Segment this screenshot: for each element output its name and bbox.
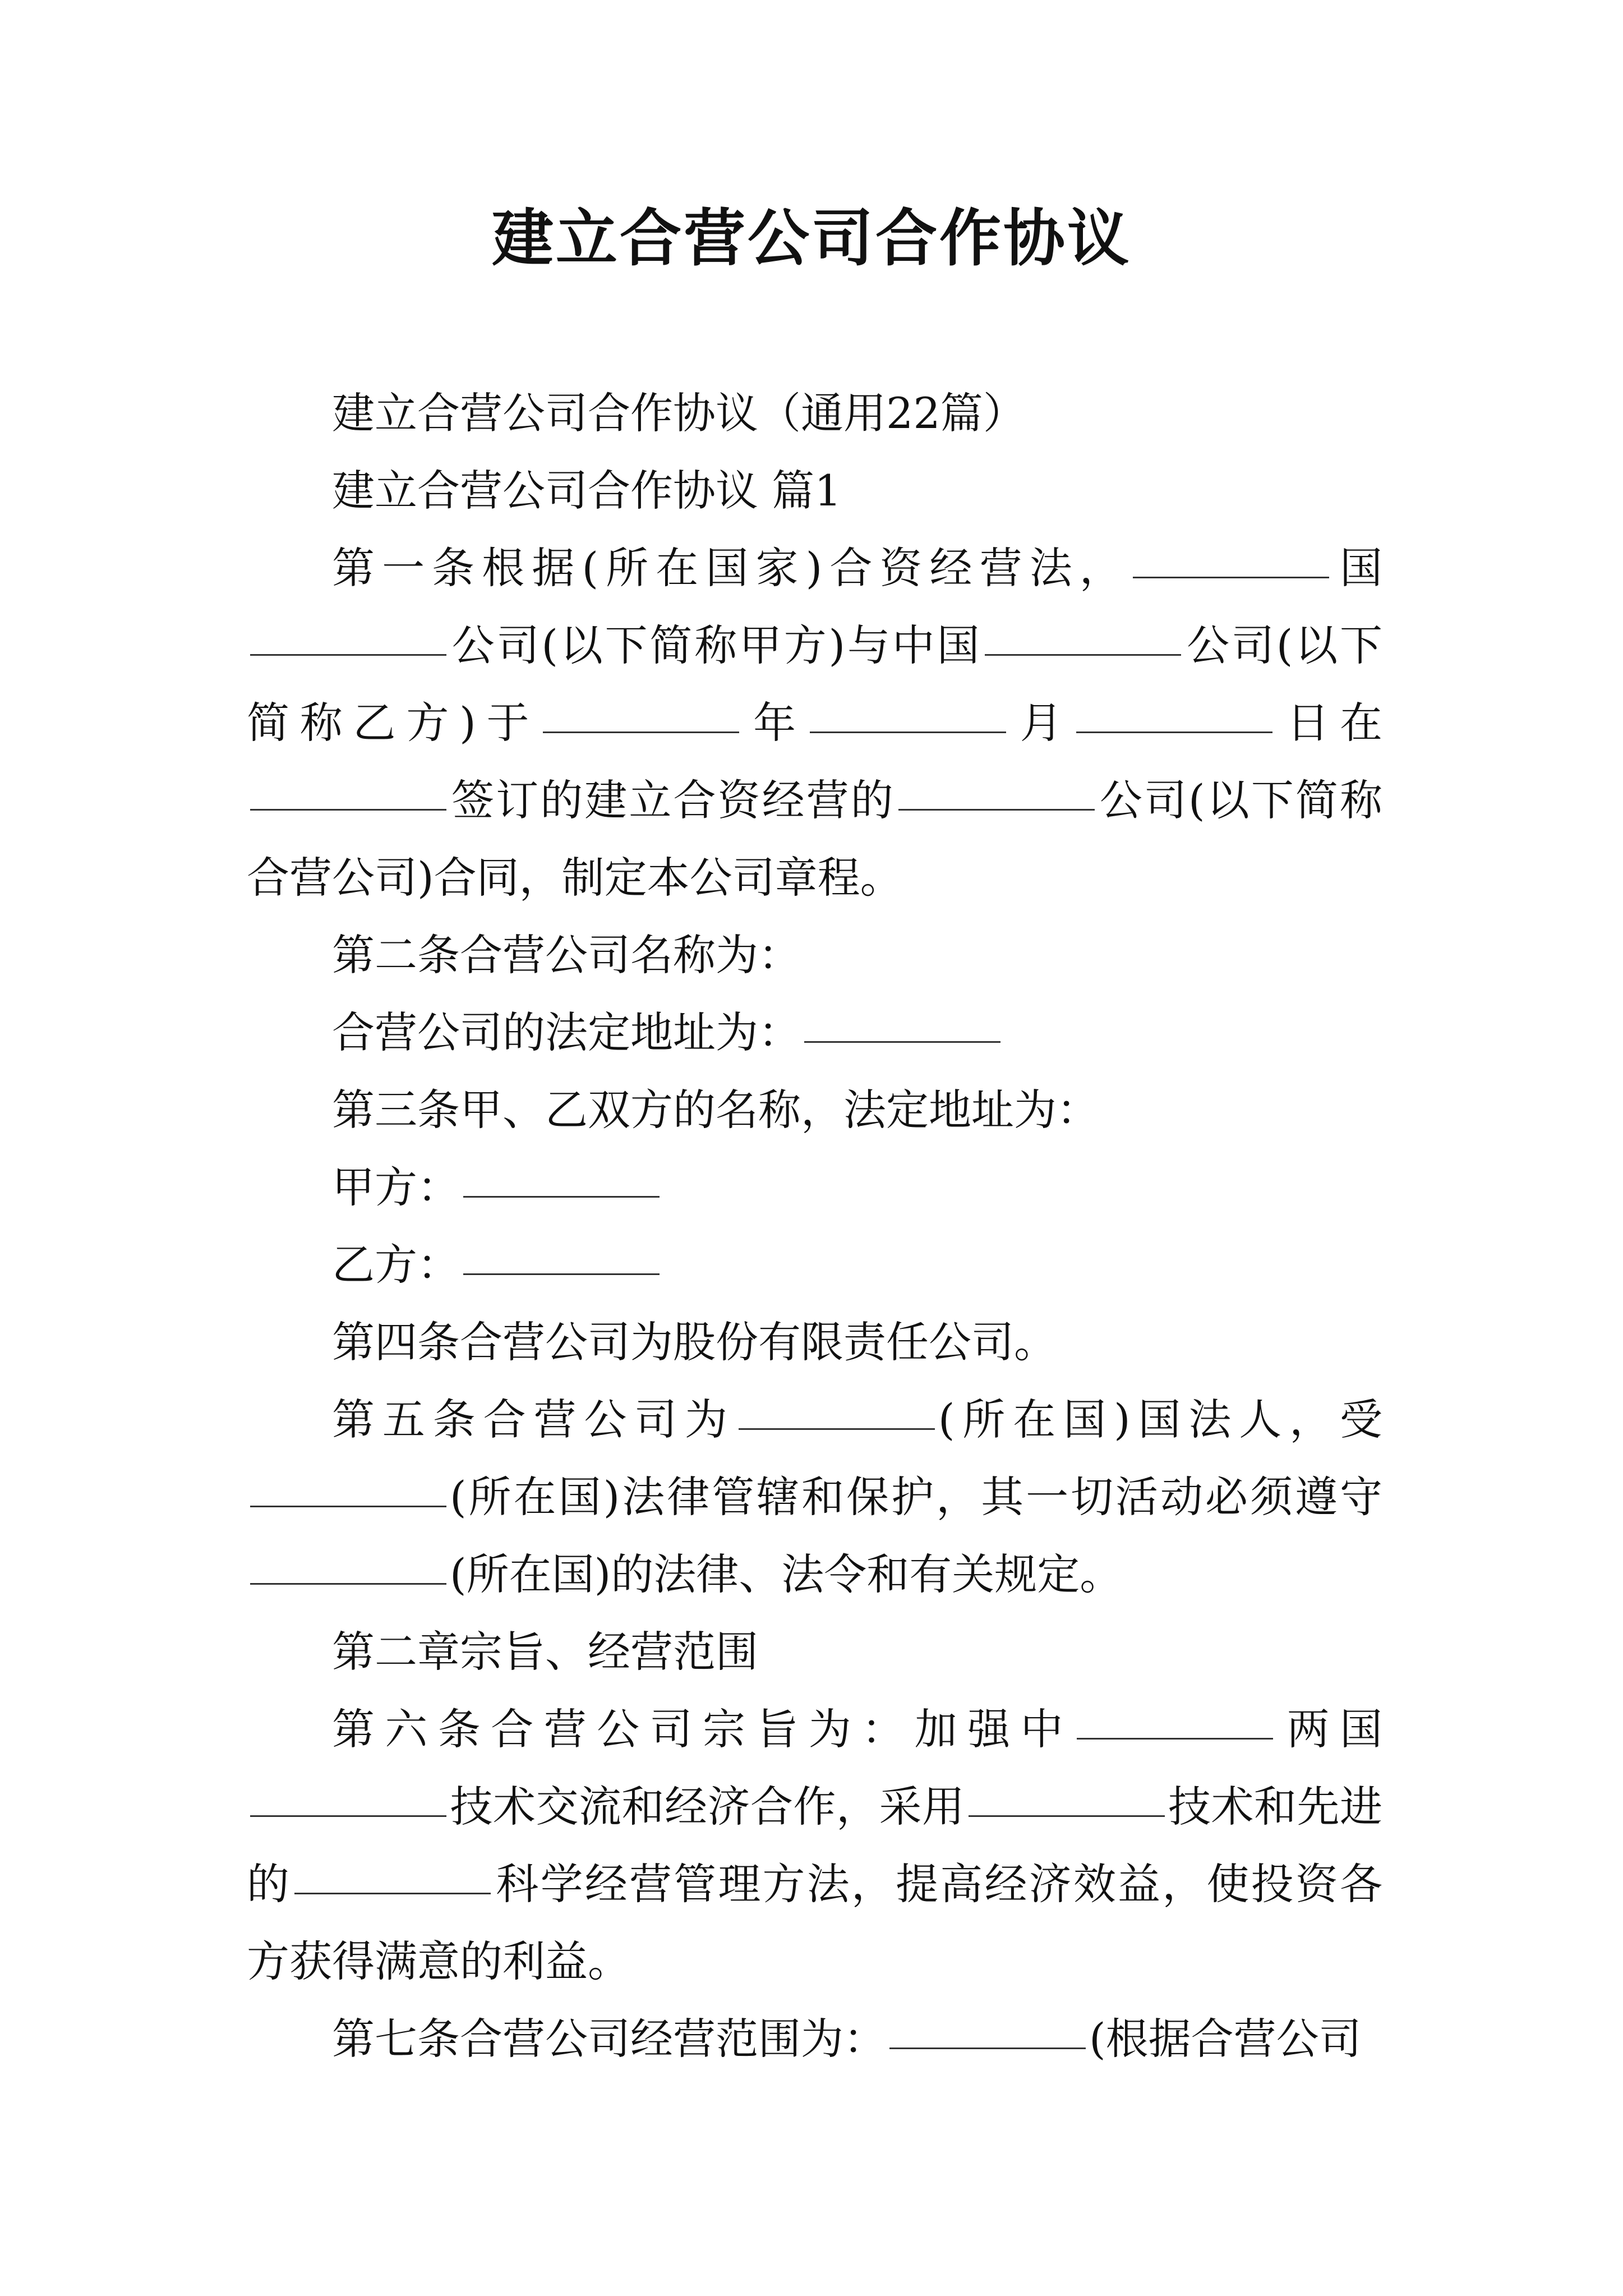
fill-in-blank xyxy=(1133,576,1329,578)
paragraph-party-a xyxy=(247,1149,1382,1226)
paragraph-article-3 xyxy=(247,1071,1382,1149)
text-segment: 合营公司的法定地址为： xyxy=(332,1007,801,1057)
text-segment: 日在 xyxy=(1276,698,1383,748)
text-segment: 第六条合营公司宗旨为：加强中 xyxy=(332,1704,1074,1754)
fill-in-blank xyxy=(250,1505,446,1507)
text-segment: 两国 xyxy=(1276,1704,1382,1754)
text-segment: 技术交流和经济合作，采用 xyxy=(450,1782,965,1832)
paragraph-chapter-2-heading xyxy=(247,1613,1382,1691)
paragraph-party-b xyxy=(247,1226,1382,1304)
text-segment: 建立合营公司合作协议 篇1 xyxy=(332,466,842,516)
text-segment: 甲方： xyxy=(332,1162,460,1212)
fill-in-blank xyxy=(250,1582,446,1585)
text-segment: (根据合营公司 xyxy=(1089,2014,1362,2064)
text-segment: (所在国)法律管辖和保护，其一切活动必须遵守 xyxy=(450,1472,1382,1522)
paragraph-article-6 xyxy=(247,1691,1382,2000)
document-title: 建立合营公司合作协议 xyxy=(492,202,1131,274)
text-segment: 第四条合营公司为股份有限责任公司。 xyxy=(332,1317,1057,1367)
text-segment: 乙方： xyxy=(332,1240,460,1290)
text-segment: 公司(以下简称甲方)与中国 xyxy=(450,620,982,670)
paragraph-subtitle xyxy=(247,375,1382,452)
fill-in-blank xyxy=(969,1815,1165,1817)
fill-in-blank xyxy=(463,1195,660,1198)
fill-in-blank xyxy=(804,1041,1000,1043)
text-segment: 建立合营公司合作协议（通用22篇） xyxy=(332,388,1026,438)
paragraph-article-1 xyxy=(247,530,1382,917)
fill-in-blank xyxy=(1077,1737,1273,1740)
fill-in-blank xyxy=(543,731,739,733)
fill-in-blank xyxy=(463,1273,660,1275)
fill-in-blank xyxy=(294,1892,491,1894)
text-segment: 公司(以下简称乙方)于 xyxy=(247,620,1382,748)
fill-in-blank xyxy=(898,808,1095,811)
fill-in-blank xyxy=(985,654,1181,656)
paragraph-legal-address xyxy=(247,994,1382,1071)
fill-in-blank xyxy=(889,2047,1086,2049)
paragraph-article-4 xyxy=(247,1304,1382,1381)
text-segment: 第五条合营公司为 xyxy=(332,1395,735,1444)
text-segment: 第三条甲、乙双方的名称，法定地址为： xyxy=(332,1085,1099,1135)
text-segment: (所在国)国法人，受 xyxy=(938,1395,1382,1444)
fill-in-blank xyxy=(250,654,446,656)
text-segment: 公司(以下简称合营公司)合同，制定本公司章程。 xyxy=(247,775,1383,903)
text-segment: 月 xyxy=(1009,698,1073,748)
text-segment: 技术和先进的 xyxy=(247,1782,1382,1909)
text-segment: 第二章宗旨、经营范围 xyxy=(332,1627,758,1677)
text-segment: 签订的建立合资经营的 xyxy=(450,775,895,825)
text-segment: 科学经营管理方法，提高经济效益，使投资各方获得满意的利益。 xyxy=(247,1859,1383,1986)
paragraph-article-2 xyxy=(247,917,1382,994)
paragraph-article-7 xyxy=(247,2000,1382,2078)
text-segment: (所在国)的法律、法令和有关规定。 xyxy=(450,1549,1123,1599)
fill-in-blank xyxy=(250,808,446,811)
fill-in-blank xyxy=(739,1428,935,1430)
fill-in-blank xyxy=(810,731,1006,733)
document-body xyxy=(247,375,1382,2078)
text-segment: 第二条合营公司名称为： xyxy=(332,930,801,980)
paragraph-article-5 xyxy=(247,1381,1382,1613)
text-segment: 第一条根据(所在国家)合资经营法， xyxy=(332,543,1129,593)
text-segment: 国 xyxy=(1332,543,1382,593)
fill-in-blank xyxy=(1076,731,1272,733)
text-segment: 第七条合营公司经营范围为： xyxy=(332,2014,886,2064)
fill-in-blank xyxy=(250,1815,446,1817)
text-segment: 年 xyxy=(743,698,806,748)
paragraph-section-heading xyxy=(247,452,1382,530)
